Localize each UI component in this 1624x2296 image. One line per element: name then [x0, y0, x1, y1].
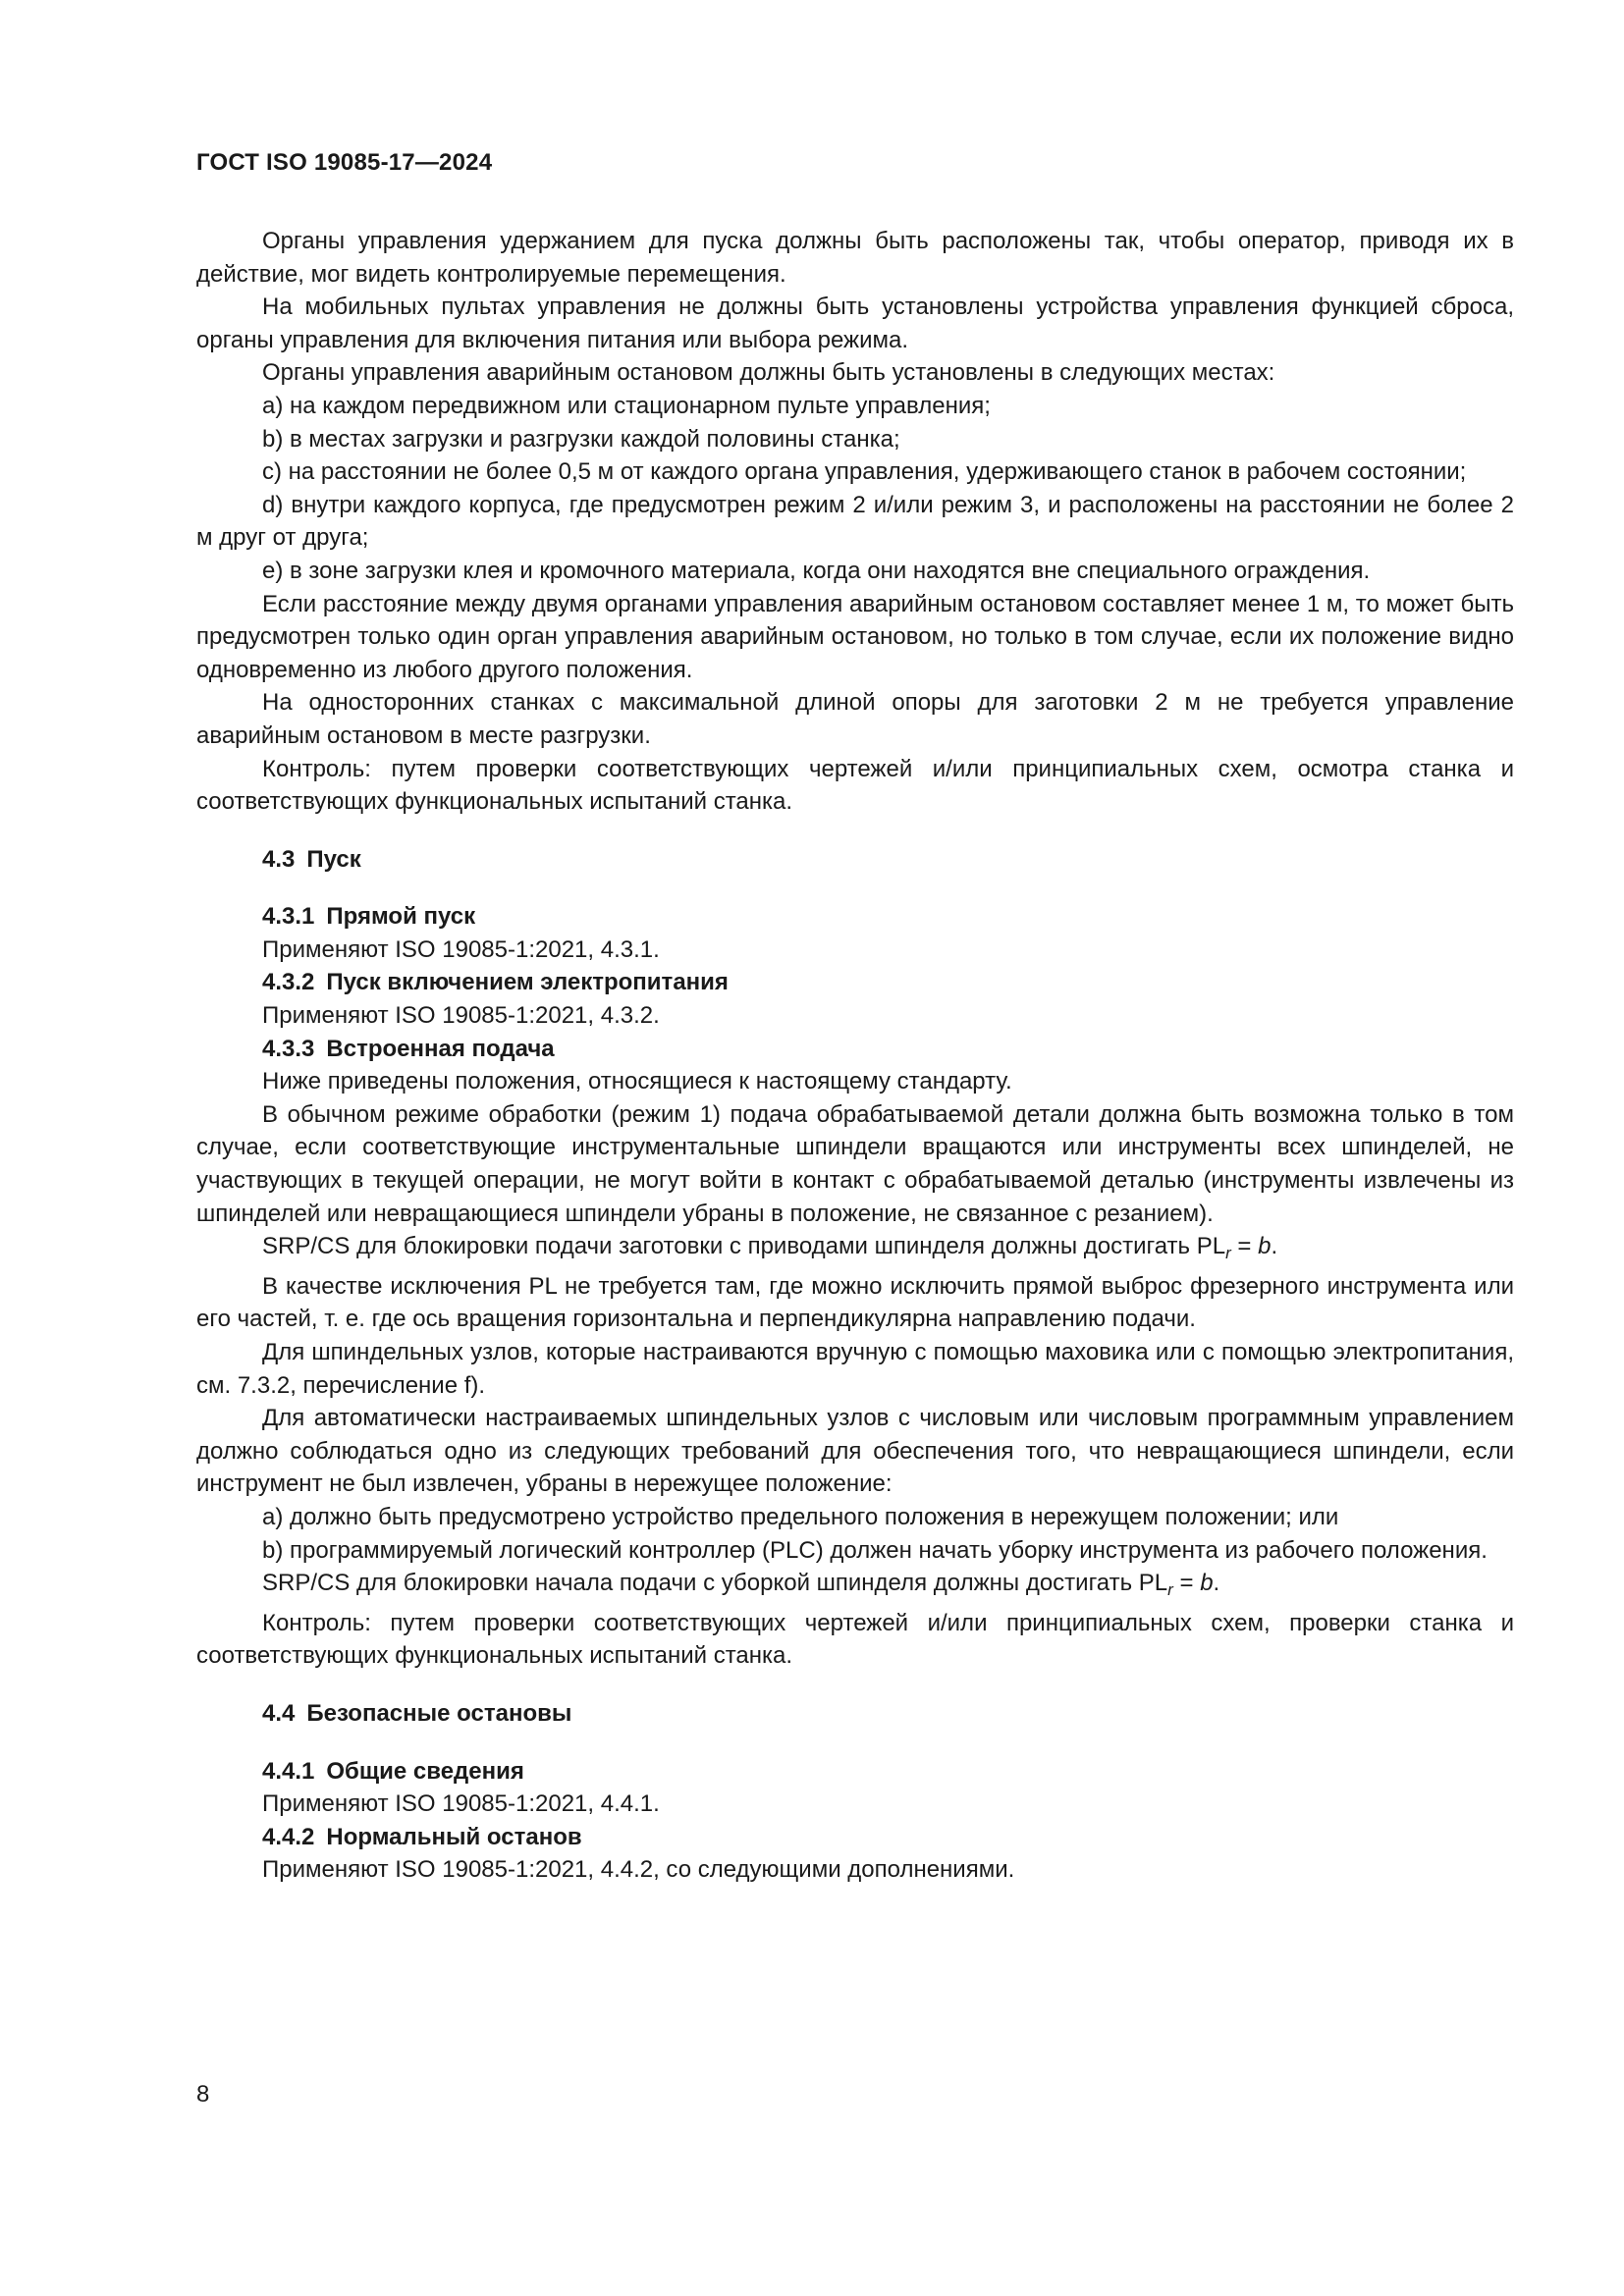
subsection-heading-4-3-3	[196, 1033, 1514, 1066]
pl-subscript: r	[1167, 1580, 1173, 1600]
list-item: e) в зоне загрузки клея и кромочного материала, когда они находятся вне специального ограждения.	[262, 557, 1371, 584]
subsection-title: Общие сведения	[326, 1757, 524, 1785]
pl-end: .	[1271, 1233, 1278, 1260]
paragraph: Если расстояние между двумя органами управления аварийным остановом составляет менее 1 м, то может быть предусмотрен только один орган управления аварийным остановом, но только в том случае, если их положение видно одновременно из любого другого положения.	[196, 590, 1514, 683]
paragraph: На односторонних станках с максимальной длиной опоры для заготовки 2 м не требуется управление аварийным остановом в месте разгрузки.	[196, 689, 1514, 749]
list-item: d) внутри каждого корпуса, где предусмотрен режим 2 и/или режим 3, и расположены на расстоянии не более 2 м друг от друга;	[196, 491, 1514, 552]
paragraph-pl-requirement	[196, 1567, 1514, 1607]
subsection-heading-4-3-2	[196, 966, 1514, 999]
subsection-heading-4-3-1	[196, 900, 1514, 934]
paragraph: Контроль: путем проверки соответствующих чертежей и/или принципиальных схем, проверки станка и соответствующих функциональных испытаний станка.	[196, 1609, 1514, 1670]
pl-value: b	[1258, 1233, 1272, 1260]
subsection-title: Прямой пуск	[326, 903, 476, 931]
paragraph-pl-requirement	[196, 1230, 1514, 1270]
subsection-number: 4.3.3	[262, 1035, 315, 1062]
subsection-title: Пуск включением электропитания	[326, 969, 729, 996]
paragraph: Контроль: путем проверки соответствующих чертежей и/или принципиальных схем, осмотра станка и соответствующих функциональных испытаний станка.	[196, 755, 1514, 816]
pl-value: b	[1200, 1570, 1214, 1597]
paragraph: Применяют ISO 19085-1:2021, 4.4.1.	[262, 1790, 660, 1818]
section-number: 4.4	[262, 1699, 296, 1727]
pl-subscript: r	[1225, 1244, 1231, 1263]
pl-equals: =	[1230, 1233, 1259, 1260]
document-body	[196, 225, 1514, 1887]
paragraph: В качестве исключения PL не требуется там, где можно исключить прямой выброс фрезерного инструмента или его частей, т. е. где ось вращения горизонтальна и перпендикулярна направлению подачи.	[196, 1272, 1514, 1333]
pl-end: .	[1213, 1570, 1220, 1597]
paragraph: Органы управления аварийным остановом должны быть установлены в следующих местах:	[262, 359, 1275, 387]
paragraph: На мобильных пультах управления не должны быть установлены устройства управления функцией сброса, органы управления для включения питания или выбора режима.	[196, 294, 1514, 353]
page-number: 8	[196, 2081, 210, 2108]
subsection-title: Встроенная подача	[326, 1035, 555, 1062]
paragraph: В обычном режиме обработки (режим 1) подача обрабатываемой детали должна быть возможна только в том случае, если соответствующие инструментальные шпиндели вращаются или инструменты всех шпинделей, не участвующих в текущей операции, не могут войти в контакт с обрабатываемой деталью (инструменты извлечены из шпинделей или невращающиеся шпиндели убраны в положение, не связанное с резанием).	[196, 1100, 1514, 1227]
subsection-number: 4.3.1	[262, 903, 315, 931]
list-item: a) должно быть предусмотрено устройство предельного положения в нережущем положении; или	[262, 1503, 1339, 1530]
paragraph: Для шпиндельных узлов, которые настраиваются вручную с помощью маховика или с помощью электропитания, см. 7.3.2, перечисление f).	[196, 1339, 1514, 1399]
paragraph: Применяют ISO 19085-1:2021, 4.4.2, со следующими дополнениями.	[262, 1856, 1015, 1884]
paragraph: Ниже приведены положения, относящиеся к настоящему стандарту.	[262, 1068, 1012, 1095]
section-heading-4-4	[196, 1697, 1514, 1731]
subsection-title: Нормальный останов	[326, 1823, 582, 1850]
paragraph: Органы управления удержанием для пуска должны быть расположены так, чтобы оператор, приводя их в действие, мог видеть контролируемые перемещения.	[196, 228, 1514, 288]
section-number: 4.3	[262, 845, 296, 873]
list-item: b) программируемый логический контроллер (PLC) должен начать уборку инструмента из рабочего положения.	[262, 1536, 1488, 1564]
pl-equals: =	[1172, 1570, 1201, 1597]
pl-text: SRP/CS для блокировки начала подачи с уборкой шпинделя должны достигать PL	[262, 1570, 1168, 1597]
subsection-heading-4-4-1	[196, 1755, 1514, 1789]
subsection-number: 4.4.1	[262, 1757, 315, 1785]
section-title: Безопасные остановы	[306, 1699, 572, 1727]
paragraph: Для автоматически настраиваемых шпиндельных узлов с числовым или числовым программным управлением должно соблюдаться одно из следующих требований для обеспечения того, что невращающиеся шпиндели, если инструмент не был извлечен, убраны в нережущее положение:	[196, 1405, 1514, 1498]
list-item: b) в местах загрузки и разгрузки каждой половины станка;	[262, 425, 900, 453]
subsection-number: 4.4.2	[262, 1823, 315, 1850]
paragraph: Применяют ISO 19085-1:2021, 4.3.2.	[262, 1002, 660, 1030]
section-title: Пуск	[306, 845, 361, 873]
subsection-heading-4-4-2	[196, 1821, 1514, 1854]
subsection-number: 4.3.2	[262, 969, 315, 996]
list-item: a) на каждом передвижном или стационарном пульте управления;	[262, 392, 991, 419]
pl-text: SRP/CS для блокировки подачи заготовки с приводами шпинделя должны достигать PL	[262, 1233, 1226, 1260]
document-header: ГОСТ ISO 19085-17—2024	[196, 149, 493, 176]
section-heading-4-3	[196, 843, 1514, 877]
paragraph: Применяют ISO 19085-1:2021, 4.3.1.	[262, 935, 660, 963]
list-item: c) на расстоянии не более 0,5 м от каждого органа управления, удерживающего станок в рабочем состоянии;	[262, 458, 1467, 486]
